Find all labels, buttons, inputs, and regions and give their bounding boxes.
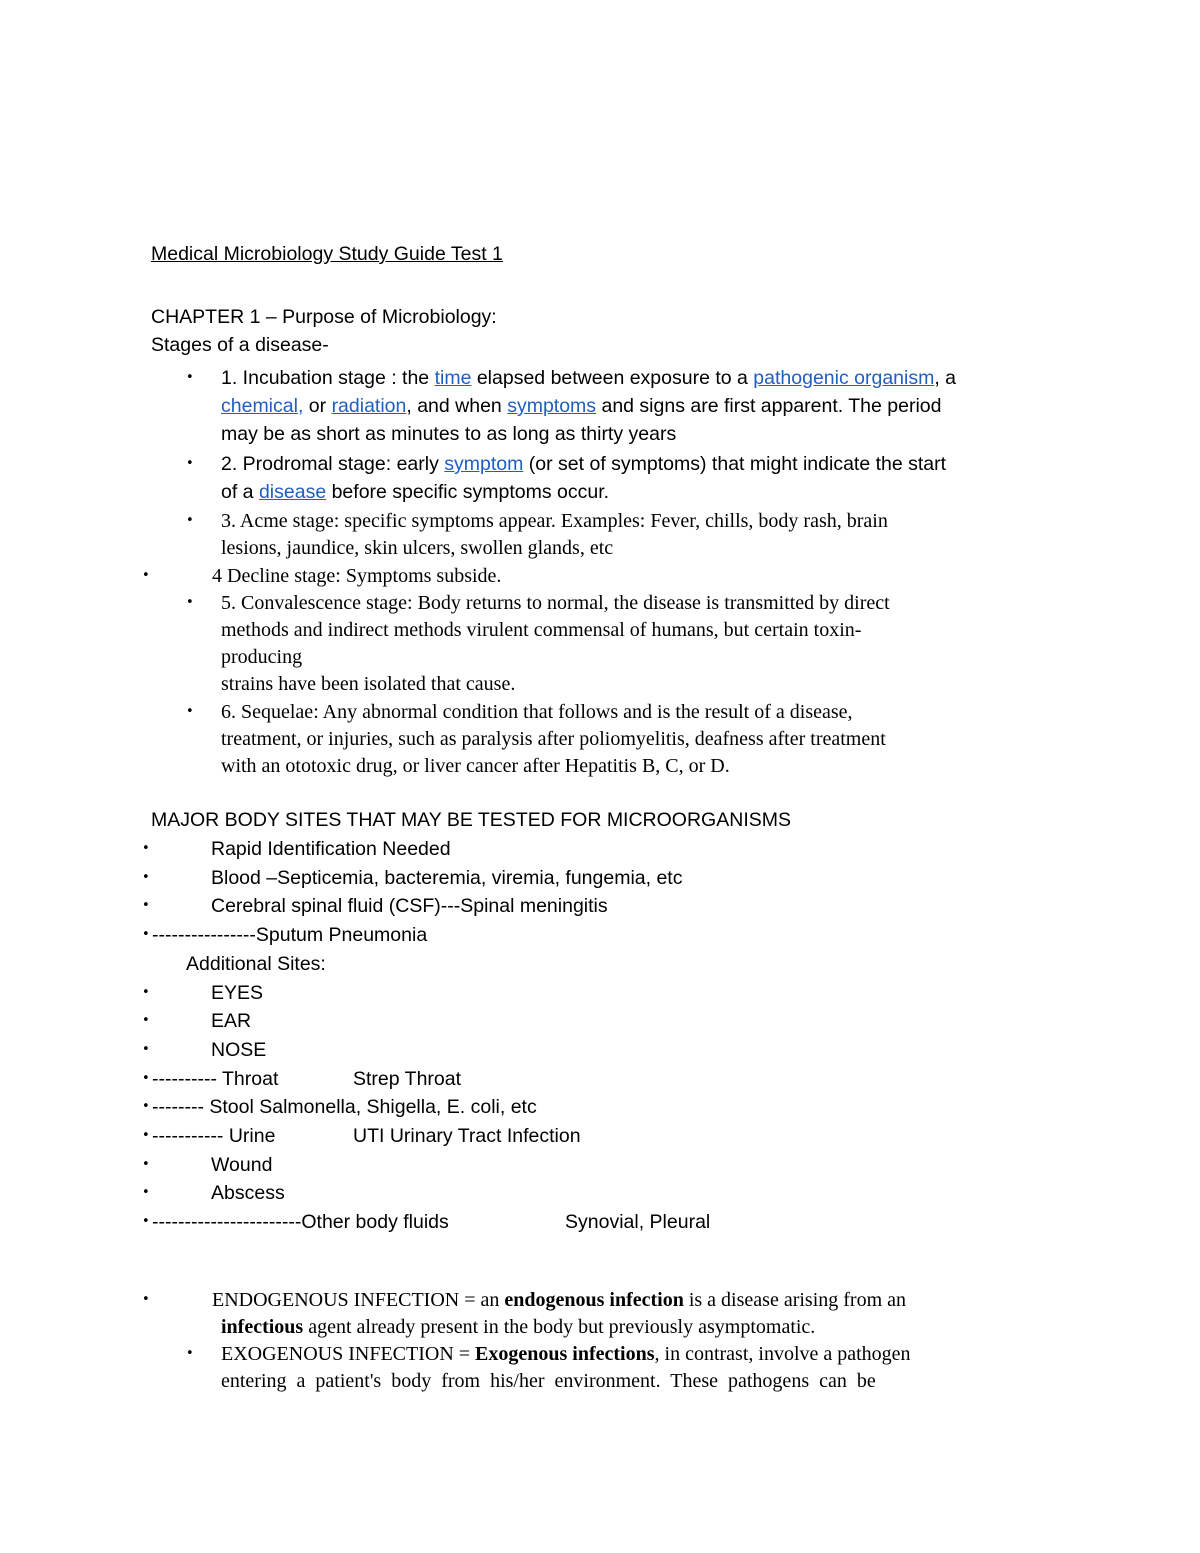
site-rapid: Rapid Identification Needed: [211, 838, 451, 860]
bullet: •: [142, 870, 150, 885]
stage-5-line-4: strains have been isolated that cause.: [221, 673, 516, 695]
stage-1-line-3: may be as short as minutes to as long as thirty years: [221, 423, 677, 445]
site-throat: ---------- Throat: [152, 1068, 279, 1090]
bullet: •: [142, 1013, 150, 1028]
stage-1-line-1: [221, 364, 956, 392]
link-pathogenic-organism[interactable]: pathogenic organism: [753, 367, 935, 389]
text-segment: ENDOGENOUS INFECTION = an: [212, 1289, 505, 1311]
stage-4-line: 4 Decline stage: Symptoms subside.: [212, 565, 502, 587]
stage-5-line-3: producing: [221, 646, 303, 668]
bullet: •: [186, 704, 194, 719]
bullet: •: [186, 370, 194, 385]
site-stool: -------- Stool Salmonella, Shigella, E. coli, etc: [152, 1096, 537, 1118]
bullet: •: [142, 568, 150, 583]
stage-6-line-1: 6. Sequelae: Any abnormal condition that follows and is the result of a disease,: [221, 701, 853, 723]
text-segment: of a: [221, 481, 259, 503]
bullet: •: [186, 595, 194, 610]
bullet: •: [142, 1042, 150, 1057]
text-segment: , and when: [406, 395, 508, 417]
site-urine: ----------- Urine: [152, 1125, 276, 1147]
additional-sites-label: Additional Sites:: [186, 953, 326, 975]
exogenous-line-1: [221, 1340, 911, 1368]
site-csf: Cerebral spinal fluid (CSF)---Spinal meningitis: [211, 895, 608, 917]
bullet: •: [142, 985, 150, 1000]
site-urine-detail: UTI Urinary Tract Infection: [353, 1125, 581, 1147]
site-abscess: Abscess: [211, 1182, 285, 1204]
site-blood: Blood –Septicemia, bacteremia, viremia, fungemia, etc: [211, 867, 683, 889]
site-throat-detail: Strep Throat: [353, 1068, 462, 1090]
bullet: •: [142, 1214, 150, 1229]
text-segment: 2. Prodromal stage: early: [221, 453, 445, 475]
text-segment: 1. Incubation stage : the: [221, 367, 435, 389]
text-segment: (or set of symptoms) that might indicate the start: [523, 453, 947, 475]
bullet: •: [142, 898, 150, 913]
bullet: •: [142, 1099, 150, 1114]
chapter-heading: CHAPTER 1 – Purpose of Microbiology:: [151, 306, 497, 328]
site-ear: EAR: [211, 1010, 252, 1032]
link-symptoms[interactable]: symptoms: [507, 395, 597, 417]
exogenous-line-2: entering a patient's body from his/her environment. These pathogens can be: [221, 1370, 876, 1392]
text-segment: , in contrast, involve a pathogen: [654, 1343, 911, 1365]
stage-6-line-2: treatment, or injuries, such as paralysis after poliomyelitis, deafness after treatment: [221, 728, 886, 750]
link-disease[interactable]: disease: [258, 481, 327, 503]
bullet: •: [142, 1071, 150, 1086]
bullet: •: [186, 513, 194, 528]
link-chemical[interactable]: chemical,: [221, 395, 304, 417]
bullet: •: [142, 1185, 150, 1200]
endogenous-line-1: [212, 1286, 906, 1314]
bullet: •: [142, 841, 150, 856]
site-sputum: ----------------Sputum Pneumonia: [152, 924, 428, 946]
text-segment: EXOGENOUS INFECTION =: [221, 1343, 476, 1365]
stage-2-line-2: [221, 478, 609, 506]
stage-5-line-1: 5. Convalescence stage: Body returns to normal, the disease is transmitted by direct: [221, 592, 890, 614]
site-nose: NOSE: [211, 1039, 267, 1061]
text-segment: and signs are first apparent. The period: [596, 395, 942, 417]
bullet: •: [142, 1128, 150, 1143]
text-segment: elapsed between exposure to a: [471, 367, 754, 389]
bullet: •: [142, 927, 150, 942]
stage-2-line-1: [221, 450, 946, 478]
stage-3-line-1: 3. Acme stage: specific symptoms appear. Examples: Fever, chills, body rash, brain: [221, 510, 888, 532]
site-wound: Wound: [211, 1154, 273, 1176]
text-segment: is a disease arising from an: [683, 1289, 907, 1311]
site-other-fluids-detail: Synovial, Pleural: [565, 1211, 711, 1233]
bullet: •: [142, 1292, 150, 1307]
bold-term: infectious: [221, 1316, 304, 1338]
link-radiation[interactable]: radiation: [331, 395, 407, 417]
stage-6-line-3: with an ototoxic drug, or liver cancer after Hepatitis B, C, or D.: [221, 755, 730, 777]
bullet: •: [186, 456, 194, 471]
endogenous-line-2: [221, 1313, 815, 1341]
stage-3-line-2: lesions, jaundice, skin ulcers, swollen glands, etc: [221, 537, 614, 559]
link-time[interactable]: time: [434, 367, 472, 389]
page-title: Medical Microbiology Study Guide Test 1: [151, 243, 503, 265]
site-eyes: EYES: [211, 982, 264, 1004]
site-other-fluids: -----------------------Other body fluids: [152, 1211, 449, 1233]
text-segment: , a: [934, 367, 957, 389]
bold-term: endogenous infection: [504, 1289, 684, 1311]
bullet: •: [142, 1157, 150, 1172]
stages-heading: Stages of a disease-: [151, 334, 329, 356]
sites-heading: MAJOR BODY SITES THAT MAY BE TESTED FOR MICROORGANISMS: [151, 809, 791, 831]
bullet: •: [186, 1346, 194, 1361]
bold-term: Exogenous infections: [475, 1343, 655, 1365]
link-symptom[interactable]: symptom: [444, 453, 524, 475]
text-segment: agent already present in the body but previously asymptomatic.: [303, 1316, 816, 1338]
stage-5-line-2: methods and indirect methods virulent commensal of humans, but certain toxin-: [221, 619, 862, 641]
text-segment: before specific symptoms occur.: [326, 481, 610, 503]
text-segment: or: [303, 395, 332, 417]
stage-1-line-2: [221, 392, 942, 420]
